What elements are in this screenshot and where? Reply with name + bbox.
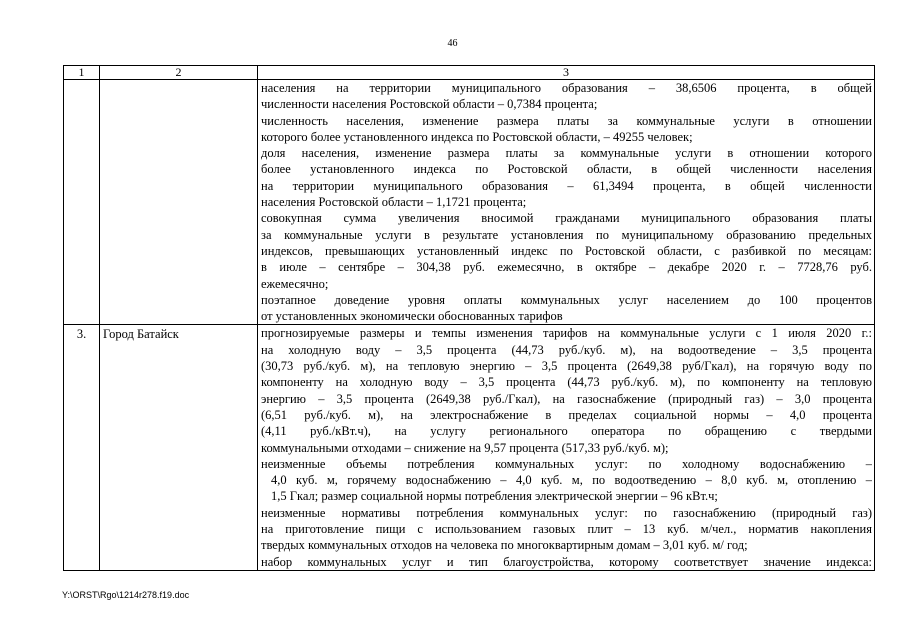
text-line: энергию – 3,5 процента (2649,38 руб./Гкал), на газоснабжение (природный газ) – 3,0 процента — [261, 391, 872, 406]
text-line: населения Ростовской области – 1,1721 процента; — [261, 195, 527, 210]
text-line: за коммунальные услуги в результате установления по муниципальному образованию предельных — [261, 227, 872, 242]
row-number: 3. — [64, 325, 100, 570]
municipality-cell — [100, 80, 258, 325]
text-line: на холодную воду – 3,5 процента (44,73 руб./куб. м), на водоотведение – 3,5 процента — [261, 342, 872, 357]
header-col-3: 3 — [258, 66, 875, 80]
text-line: набор коммунальных услуг и тип благоустройства, которому соответствует значение индекса: — [261, 554, 872, 569]
text-line: на территории муниципального образования – 61,3494 процента, в общей численности — [261, 178, 872, 193]
text-line: неизменные нормативы потребления коммунальных услуг: по газоснабжению (природный газ) — [261, 505, 872, 520]
municipality-name: Город Батайск — [100, 325, 258, 570]
text-line: твердых коммунальных отходов на человека по многоквартирным домам – 3,01 куб. м/ год; — [261, 538, 748, 553]
text-line: 1,5 Гкал; размер социальной нормы потребления электрической энергии – 96 кВт.ч; — [271, 489, 718, 504]
row-number-cell — [64, 80, 100, 325]
text-line: индексов, превышающих установленный индекс по Ростовской области, с разбивкой по месяцам: — [261, 243, 872, 258]
text-line: 4,0 куб. м, горячему водоснабжению – 4,0 куб. м, по водоотведению – 8,0 куб. м, отоплению – — [271, 473, 872, 488]
document-table — [63, 65, 875, 571]
table-row-bataysk — [64, 325, 875, 570]
text-line: совокупная сумма увеличения вносимой гражданами муниципального образования платы — [261, 211, 872, 226]
text-line: которого более установленного индекса по Ростовской области, – 49255 человек; — [261, 129, 693, 144]
text-line: более установленного индекса по Ростовской области, в общей численности населения — [261, 162, 872, 177]
file-path-footer: Y:\ORST\Rgo\1214r278.f19.doc — [62, 590, 190, 600]
text-line: коммунальными отходами – снижение на 9,57 процента (517,33 руб./куб. м); — [261, 440, 669, 455]
text-line: (4,11 руб./кВт.ч), на услугу регионального оператора по обращению с твердыми — [261, 424, 872, 439]
text-line: поэтапное доведение уровня оплаты коммунальных услуг населением до 100 процентов — [261, 292, 872, 307]
header-col-2: 2 — [100, 66, 258, 80]
text-line: доля населения, изменение размера платы за коммунальные услуги в отношении которого — [261, 146, 872, 161]
text-line: численности населения Ростовской области – 0,7384 процента; — [261, 97, 598, 112]
text-line: от установленных экономически обоснованных тарифов — [261, 309, 563, 324]
page-number: 46 — [447, 38, 458, 49]
header-col-1: 1 — [64, 66, 100, 80]
text-line: в июле – сентябре – 304,38 руб. ежемесячно, в октябре – декабре 2020 г. – 7728,76 руб. — [261, 260, 872, 275]
text-line: компоненту на холодную воду – 3,5 процента (44,73 руб./куб. м), по компоненту на тепловую — [261, 375, 872, 390]
text-line: неизменные объемы потребления коммунальных услуг: по холодному водоснабжению – — [261, 456, 872, 471]
table-row-continuation — [64, 80, 875, 325]
text-line: (30,73 руб./куб. м), на тепловую энергию – 3,5 процента (2649,38 руб/Гкал), на горячую воду по — [261, 359, 872, 374]
description-cell — [258, 80, 875, 325]
table-header-row — [64, 66, 875, 80]
text-line: прогнозируемые размеры и темпы изменения тарифов на коммунальные услуги с 1 июля 2020 г.: — [261, 326, 872, 341]
description-cell — [258, 325, 875, 570]
text-line: (6,51 руб./куб. м), на электроснабжение в пределах социальной нормы – 4,0 процента — [261, 407, 872, 422]
text-line: ежемесячно; — [261, 276, 329, 291]
text-line: населения на территории муниципального образования – 38,6506 процента, в общей — [261, 81, 872, 95]
text-line: на приготовление пищи с использованием газовых плит – 13 куб. м/чел., норматив накопления — [261, 522, 872, 537]
text-line: численность населения, изменение размера платы за коммунальные услуги в отношении — [261, 113, 872, 128]
